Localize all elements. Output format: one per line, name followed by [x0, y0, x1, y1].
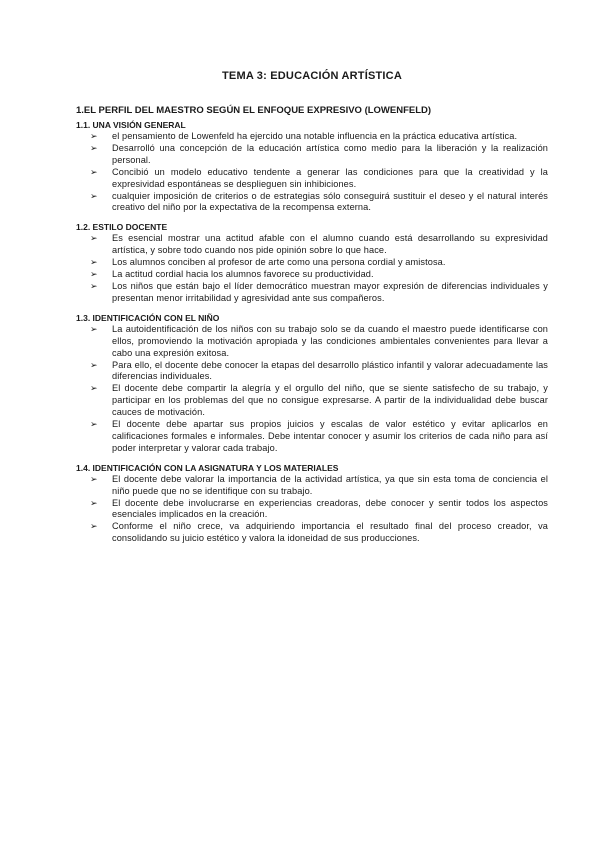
list-item-text: El docente debe valorar la importancia de la actividad artística, ya que sin esta toma de conciencia el niño puede que no se identifique con su trabajo. — [112, 473, 548, 496]
list-item-text: Es esencial mostrar una actitud afable con el alumno cuando está desarrollando su expresividad artística, y sobre todo cuando nos pide opinión sobre lo que hace. — [112, 233, 548, 256]
list-item — [90, 143, 548, 167]
list-item — [90, 167, 548, 191]
arrowhead-bullet-icon: ➢ — [90, 497, 98, 508]
list-item-text: Desarrolló una concepción de la educación artística como medio para la liberación y la realización personal. — [112, 142, 548, 165]
subsection-title: 1.4. IDENTIFICACIÓN CON LA ASIGNATURA Y LOS MATERIALES — [76, 462, 339, 473]
list-item-text: La autoidentificación de los niños con su trabajo solo se da cuando el maestro puede identificarse con ellos, promoviendo la motivación apropiada y las condiciones ambientales convenientes para llevar a cabo una expresión exitosa. — [112, 323, 548, 358]
subsection-vision-general — [76, 120, 548, 214]
arrowhead-bullet-icon: ➢ — [90, 131, 98, 141]
document-title: TEMA 3: EDUCACIÓN ARTÍSTICA — [222, 70, 402, 82]
list-item — [90, 257, 548, 269]
list-item-text: El docente debe apartar sus propios juicios y escalas de valor estético y evitar aplicarlos en calificaciones formales e informales. Debe intentar conocer y asumir los criterios de cada niño para así poder interpretar y valorar cada trabajo. — [112, 419, 548, 453]
list-item-text: Los niños que están bajo el líder democrático muestran mayor expresión de diferencias individuales y presentan menor irritabilidad y agresividad ante sus compañeros. — [112, 280, 548, 303]
list-item — [90, 498, 548, 522]
list-item — [90, 383, 548, 419]
subsection-estilo-docente — [76, 222, 548, 304]
subsection-identificacion-asignatura — [76, 463, 548, 545]
arrowhead-bullet-icon: ➢ — [90, 280, 98, 291]
list-item — [90, 474, 548, 498]
arrowhead-bullet-icon: ➢ — [90, 473, 98, 484]
bullet-list — [76, 474, 548, 545]
arrowhead-bullet-icon: ➢ — [90, 257, 98, 268]
arrowhead-bullet-icon: ➢ — [90, 142, 98, 153]
arrowhead-bullet-icon: ➢ — [90, 323, 98, 334]
subsection-title: 1.1. UNA VISIÓN GENERAL — [76, 120, 186, 130]
arrowhead-bullet-icon: ➢ — [90, 359, 98, 370]
list-item — [90, 324, 548, 360]
list-item — [90, 521, 548, 545]
arrowhead-bullet-icon: ➢ — [90, 269, 98, 280]
arrowhead-bullet-icon: ➢ — [90, 383, 98, 394]
list-item-text: El docente debe compartir la alegría y el orgullo del niño, que se siente satisfecho de su trabajo, y participar en los problemas del que no consigue expresarse. A partir de la individualidad debe buscar cauces de motivación. — [112, 383, 548, 418]
list-item — [90, 191, 548, 215]
list-item-text: cualquier imposición de criterios o de estrategias sólo conseguirá sustituir el deseo y el natural interés creativo del niño por la expectativa de la recompensa externa. — [112, 190, 548, 213]
list-item-text: Para ello, el docente debe conocer la etapas del desarrollo plástico infantil y valorar adecuadamente las diferencias individuales. — [112, 359, 548, 382]
bullet-list — [76, 233, 548, 304]
list-item — [90, 419, 548, 455]
subsection-title: 1.3. IDENTIFICACIÓN CON EL NIÑO — [76, 312, 220, 323]
list-item — [90, 281, 548, 305]
arrowhead-bullet-icon: ➢ — [90, 233, 98, 244]
bullet-list — [76, 131, 548, 214]
arrowhead-bullet-icon: ➢ — [90, 521, 98, 532]
section-title: 1.EL PERFIL DEL MAESTRO SEGÚN EL ENFOQUE EXPRESIVO (LOWENFELD) — [76, 105, 432, 116]
list-item-text: el pensamiento de Lowenfeld ha ejercido una notable influencia en la práctica educativa artística. — [112, 131, 518, 141]
arrowhead-bullet-icon: ➢ — [90, 190, 98, 201]
list-item — [90, 269, 548, 281]
subsection-identificacion-nino — [76, 313, 548, 455]
list-item-text: El docente debe involucrarse en experiencias creadoras, debe conocer y sentir todos los aspectos esenciales implicados en la creación. — [112, 497, 548, 520]
list-item-text: Los alumnos conciben al profesor de arte como una persona cordial y amistosa. — [112, 257, 446, 268]
list-item — [90, 360, 548, 384]
list-item-text: Concibió un modelo educativo tendente a generar las condiciones para que la creatividad y la expresividad espontáneas se desplieguen sin inhibiciones. — [112, 166, 548, 189]
arrowhead-bullet-icon: ➢ — [90, 419, 98, 430]
list-item-text: La actitud cordial hacia los alumnos favorece su productividad. — [112, 269, 374, 280]
subsection-title: 1.2. ESTILO DOCENTE — [76, 222, 168, 233]
arrowhead-bullet-icon: ➢ — [90, 166, 98, 177]
list-item-text: Conforme el niño crece, va adquiriendo importancia el resultado final del proceso creador, va consolidando su juicio estético y valora la idoneidad de sus producciones. — [112, 521, 548, 544]
list-item — [90, 131, 548, 143]
bullet-list — [76, 324, 548, 455]
list-item — [90, 233, 548, 257]
